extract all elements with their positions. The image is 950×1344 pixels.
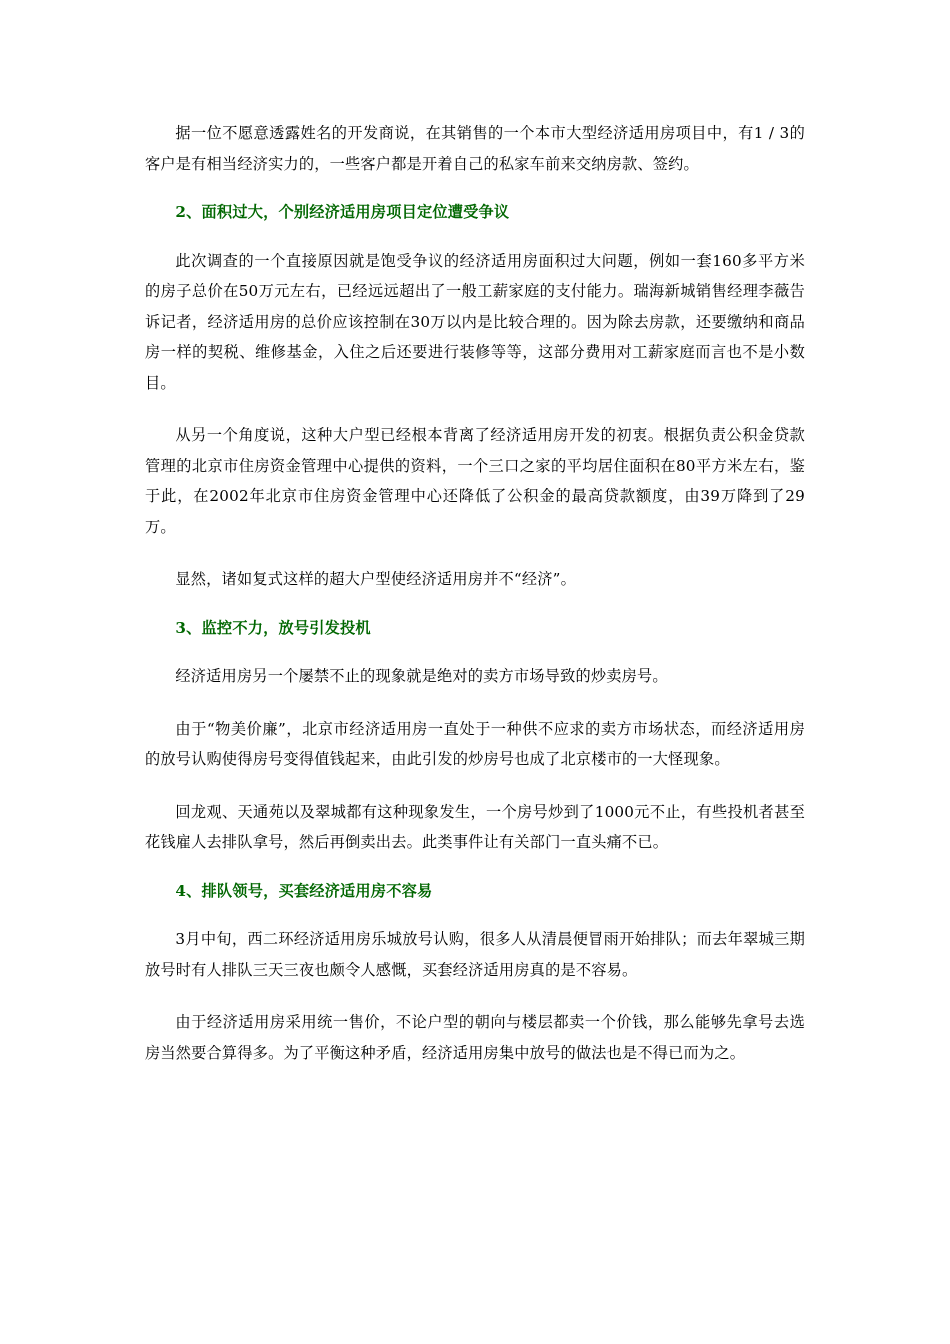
section-heading: 4、排队领号，买套经济适用房不容易 (175, 881, 433, 900)
paragraph: 显然，诸如复式这样的超大户型使经济适用房并不“经济”。 (175, 570, 577, 588)
section-heading: 3、监控不力，放号引发投机 (175, 618, 371, 637)
document-body (145, 118, 805, 1068)
paragraph: 此次调查的一个直接原因就是饱受争议的经济适用房面积过大问题，例如一套160多平方米的房子总价在50万元左右，已经远远超出了一般工薪家庭的支付能力。瑞海新城销售经理李薇告诉记者，经济适用房的总价应该控制在30万以内是比较合理的。因为除去房款，还要缴纳和商品房一样的契税、维修基金，入住之后还要进行装修等等，这部分费用对工薪家庭而言也不是小数目。 (145, 251, 805, 392)
paragraph: 3月中旬，西二环经济适用房乐城放号认购，很多人从清晨便冒雨开始排队；而去年翠城三期放号时有人排队三天三夜也颇令人感慨，买套经济适用房真的是不容易。 (145, 930, 805, 979)
section-heading: 2、面积过大，个别经济适用房项目定位遭受争议 (175, 203, 510, 221)
paragraph: 由于“物美价廉”，北京市经济适用房一直处于一种供不应求的卖方市场状态，而经济适用房的放号认购使得房号变得值钱起来，由此引发的炒房号也成了北京楼市的一大怪现象。 (145, 719, 805, 768)
paragraph: 经济适用房另一个屡禁不止的现象就是绝对的卖方市场导致的炒卖房号。 (175, 667, 668, 685)
paragraph: 从另一个角度说，这种大户型已经根本背离了经济适用房开发的初衷。根据负责公积金贷款管理的北京市住房资金管理中心提供的资料，一个三口之家的平均居住面积在80平方米左右，鉴于此，在2002年北京市住房资金管理中心还降低了公积金的最高贷款额度，由39万降到了29万。 (145, 426, 805, 536)
paragraph: 据一位不愿意透露姓名的开发商说，在其销售的一个本市大型经济适用房项目中，有1 / 3的客户是有相当经济实力的，一些客户都是开着自己的私家车前来交纳房款、签约。 (145, 124, 805, 173)
paragraph: 回龙观、天通苑以及翠城都有这种现象发生，一个房号炒到了1000元不止，有些投机者甚至花钱雇人去排队拿号，然后再倒卖出去。此类事件让有关部门一直头痛不已。 (145, 802, 805, 851)
paragraph: 由于经济适用房采用统一售价，不论户型的朝向与楼层都卖一个价钱，那么能够先拿号去选房当然要合算得多。为了平衡这种矛盾，经济适用房集中放号的做法也是不得已而为之。 (145, 1013, 805, 1062)
